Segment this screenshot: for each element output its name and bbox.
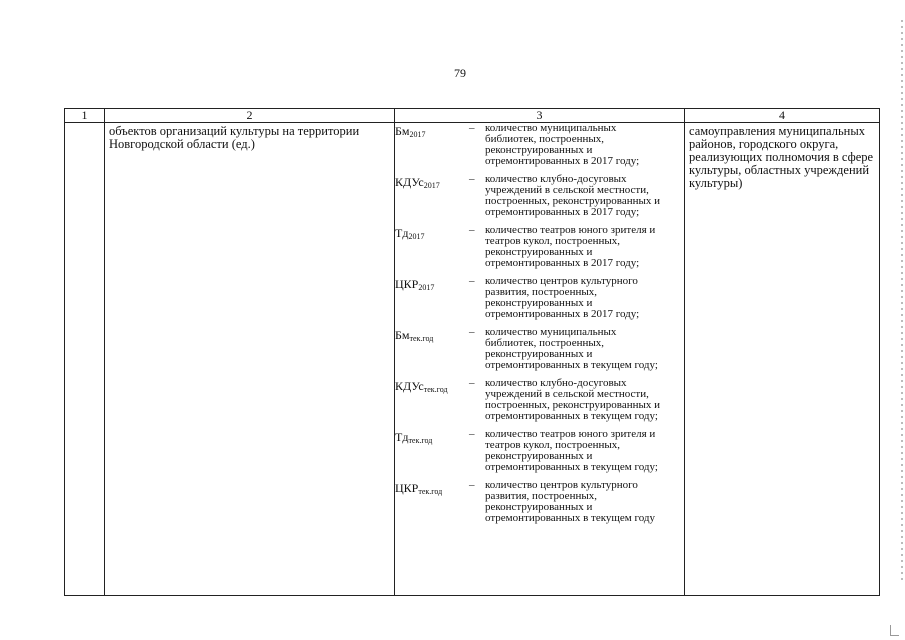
variable-description: количество муниципальных библиотек, построенных, реконструированных и отремонтированных в 2017 году; xyxy=(485,122,640,167)
variable-symbol-subscript: тек.год xyxy=(423,385,448,394)
variable-symbol-subscript: 2017 xyxy=(423,181,440,190)
variable-symbol-subscript: тек.год xyxy=(409,334,434,343)
variable-symbol-subscript: 2017 xyxy=(408,232,425,241)
variable-symbol-base: Тд xyxy=(395,226,409,240)
variable-dash: – xyxy=(469,428,475,440)
variable-row xyxy=(395,429,684,473)
header-col-3: 3 xyxy=(395,109,685,123)
variable-symbol-base: Бм xyxy=(395,328,410,342)
variables-cell xyxy=(395,123,685,596)
variable-row xyxy=(395,327,684,371)
cell-col-4 xyxy=(685,123,880,596)
variable-symbol-subscript: тек.год xyxy=(408,436,433,445)
variable-symbol-base: ЦКР xyxy=(395,277,419,291)
document-table xyxy=(64,108,880,596)
variable-description: количество муниципальных библиотек, построенных, реконструированных и отремонтированных в текущем году; xyxy=(485,326,658,371)
variable-description: количество театров юного зрителя и театров кукол, построенных, реконструированных и отремонтированных в 2017 году; xyxy=(485,224,656,269)
variable-symbol xyxy=(395,123,469,167)
variable-row xyxy=(395,378,684,422)
variable-dash: – xyxy=(469,275,475,287)
variable-description: количество клубно-досуговых учреждений в сельской местности, построенных, реконструированных и отремонтированных в текущем году; xyxy=(485,377,661,422)
variable-row xyxy=(395,276,684,320)
header-col-2: 2 xyxy=(105,109,395,123)
variable-symbol-base: Бм xyxy=(395,124,410,138)
variable-symbol-base: КДУс xyxy=(395,379,424,393)
variable-description: количество центров культурного развития, построенных, реконструированных и отремонтированных в текущем году xyxy=(485,479,655,524)
variable-symbol xyxy=(395,276,469,320)
variable-row xyxy=(395,123,684,167)
responsible-text: самоуправления муниципальных районов, городского округа, реализующих полномочия в сфере культуры, областных учреждений культуры) xyxy=(689,124,874,190)
cell-col-2 xyxy=(105,123,395,596)
cell-col-1 xyxy=(65,123,105,596)
variable-dash: – xyxy=(469,173,475,185)
variable-dash: – xyxy=(469,479,475,491)
variable-symbol-base: ЦКР xyxy=(395,481,419,495)
corner-mark xyxy=(890,625,899,636)
variable-symbol-base: Тд xyxy=(395,430,409,444)
variable-symbol xyxy=(395,480,469,524)
variable-dash: – xyxy=(469,377,475,389)
variable-symbol-subscript: 2017 xyxy=(409,130,426,139)
variable-row xyxy=(395,225,684,269)
variable-dash: – xyxy=(469,122,475,134)
scan-edge-artifact xyxy=(901,20,903,580)
variable-symbol xyxy=(395,174,469,218)
indicator-name-text: объектов организаций культуры на территории Новгородской области (ед.) xyxy=(109,124,360,151)
variable-symbol-subscript: 2017 xyxy=(418,283,435,292)
table-header-row xyxy=(65,109,880,123)
variable-dash: – xyxy=(469,326,475,338)
variable-dash: – xyxy=(469,224,475,236)
variable-row xyxy=(395,480,684,524)
variable-symbol xyxy=(395,378,469,422)
variable-symbol xyxy=(395,327,469,371)
variable-symbol-subscript: тек.год xyxy=(418,487,443,496)
header-col-1: 1 xyxy=(65,109,105,123)
variable-symbol xyxy=(395,429,469,473)
variable-description: количество театров юного зрителя и театров кукол, построенных, реконструированных и отремонтированных в текущем году; xyxy=(485,428,658,473)
table-row xyxy=(65,123,880,596)
variable-description: количество клубно-досуговых учреждений в сельской местности, построенных, реконструированных и отремонтированных в 2017 году; xyxy=(485,173,661,218)
variable-symbol xyxy=(395,225,469,269)
variable-description: количество центров культурного развития, построенных, реконструированных и отремонтированных в 2017 году; xyxy=(485,275,640,320)
variable-row xyxy=(395,174,684,218)
page-number: 79 xyxy=(454,66,466,80)
variable-symbol-base: КДУс xyxy=(395,175,424,189)
header-col-4: 4 xyxy=(685,109,880,123)
